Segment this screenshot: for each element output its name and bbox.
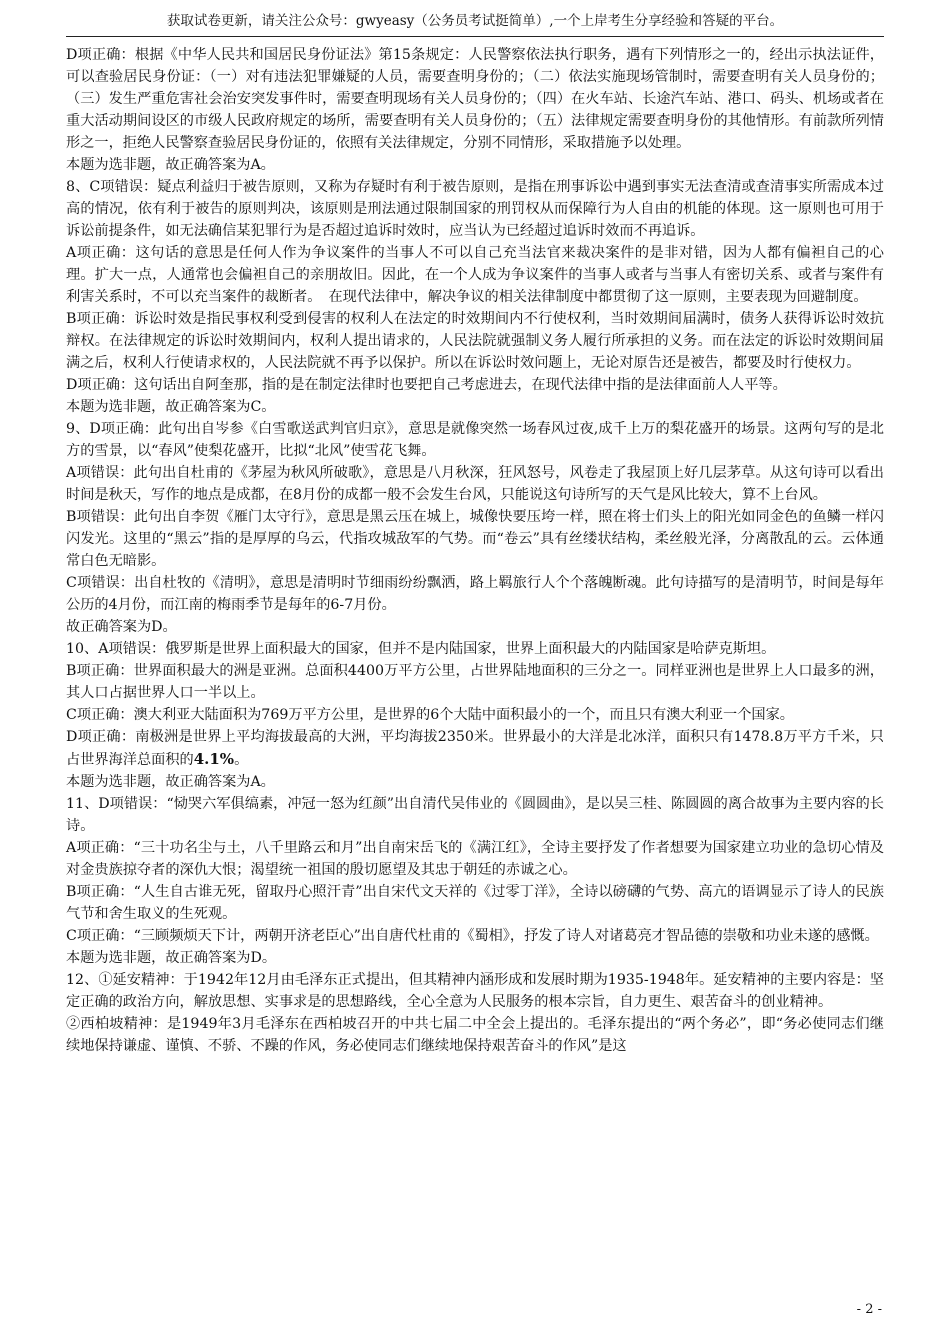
paragraph: 本题为选非题，故正确答案为A。 [66, 774, 275, 790]
paragraph: C项正确：“三顾频烦天下计，两朝开济老臣心”出自唐代杜甫的《蜀相》，抒发了诗人对诸葛亮才智品德的崇敬和功业未遂的感慨。 [66, 928, 879, 944]
paragraph: B项错误：此句出自李贺《雁门太守行》，意思是黑云压在城上，城像快要压垮一样，照在将士们头上的阳光如同金色的鱼鳞一样闪闪发光。这里的“黑云”指的是厚厚的乌云，代指攻城敌军的气势。而“卷云”具有丝缕状结构，柔丝般光泽，分离散乱的云。云体通常白色无暗影。 [66, 509, 884, 569]
page-number: - 2 - [856, 1302, 882, 1317]
paragraph: C项正确：澳大利亚大陆面积为769万平方公里，是世界的6个大陆中面积最小的一个，而且只有澳大利亚一个国家。 [66, 707, 794, 723]
paragraph: 10、A项错误：俄罗斯是世界上面积最大的国家，但并不是内陆国家，世界上面积最大的内陆国家是哈萨克斯坦。 [66, 641, 776, 657]
paragraph: 故正确答案为D。 [66, 619, 177, 635]
paragraph: D项正确：这句话出自阿奎那，指的是在制定法律时也要把自己考虑进去，在现代法律中指的是法律面前人人平等。 [66, 377, 787, 393]
paragraph: B项正确：诉讼时效是指民事权利受到侵害的权利人在法定的时效期间内不行使权利，当时效期间届满时，债务人获得诉讼时效抗辩权。在法律规定的诉讼时效期间内，权利人提出请求的，人民法院就强制义务人履行所承担的义务。而在法定的诉讼时效期间届满之后，权利人行使请求权的，人民法院就不再予以保护。所以在诉讼时效问题上，无论对原告还是被告，都要及时行使权力。 [66, 311, 884, 371]
answer-explanations [66, 44, 884, 1057]
paragraph: 12、①延安精神：于1942年12月由毛泽东正式提出，但其精神内涵形成和发展时期为1935-1948年。延安精神的主要内容是：坚定正确的政治方向，解放思想、实事求是的思想路线，全心全意为人民服务的根本宗旨，自力更生、艰苦奋斗的创业精神。 [66, 972, 884, 1010]
inline-percentage: 4.1% [193, 750, 235, 768]
paragraph: 8、C项错误：疑点利益归于被告原则，又称为存疑时有利于被告原则，是指在刑事诉讼中遇到事实无法查清或查清事实所需成本过高的情况，依有利于被告的原则判决，该原则是刑法通过限制国家的刑罚权从而保障行为人自由的机能的体现。这一原则也可用于诉讼前提条件，如无法确信某犯罪行为是否超过追诉时效时，应当认为已经超过追诉时效而不再追诉。 [66, 179, 884, 239]
paragraph: ②西柏坡精神：是1949年3月毛泽东在西柏坡召开的中共七届二中全会上提出的。毛泽东提出的“两个务必”，即“务必使同志们继续地保持谦虚、谨慎、不骄、不躁的作风，务必使同志们继续地保持艰苦奋斗的作风”是这 [66, 1016, 884, 1054]
paragraph-end-punct: 。 [234, 752, 249, 768]
paragraph: C项错误：出自杜牧的《清明》，意思是清明时节细雨纷纷飘洒，路上羁旅行人个个落魄断魂。此句诗描写的是清明节，时间是每年公历的4月份，而江南的梅雨季节是每年的6-7月份。 [66, 575, 884, 613]
paragraph: A项正确：这句话的意思是任何人作为争议案件的当事人不可以自己充当法官来裁决案件的是非对错，因为人都有偏袒自己的心理。扩大一点，人通常也会偏袒自己的亲朋故旧。因此，在一个人成为争议案件的当事人或者与当事人有密切关系、或者与案件有利害关系时，不可以充当案件的裁断者。 在现代法律中，解决争议的相关法律制度中都贯彻了这一原则，主要表现为回避制度。 [66, 245, 884, 305]
paragraph: 9、D项正确：此句出自岑参《白雪歌送武判官归京》，意思是就像突然一场春风过夜,成千上万的梨花盛开的场景。这两句写的是北方的雪景，以“春风”使梨花盛开，比拟“北风”使雪花飞舞。 [66, 421, 884, 459]
page-header: 获取试卷更新，请关注公众号：gwyeasy（公务员考试挺简单）,一个上岸考生分享经验和答疑的平台。 [166, 13, 784, 29]
paragraph: 11、D项错误：“恸哭六军俱缟素，冲冠一怒为红颜”出自清代吴伟业的《圆圆曲》，是以吴三桂、陈圆圆的离合故事为主要内容的长诗。 [66, 796, 884, 834]
paragraph: A项错误：此句出自杜甫的《茅屋为秋风所破歌》，意思是八月秋深，狂风怒号，风卷走了我屋顶上好几层茅草。从这句诗可以看出时间是秋天，写作的地点是成都，在8月份的成都一般不会发生台风，只能说这句诗所写的天气是风比较大，算不上台风。 [66, 465, 884, 503]
paragraph: 本题为选非题，故正确答案为D。 [66, 950, 277, 966]
header-rule [66, 36, 884, 37]
paragraph: 本题为选非题，故正确答案为A。 [66, 157, 275, 173]
paragraph: B项正确：“人生自古谁无死，留取丹心照汗青”出自宋代文天祥的《过零丁洋》，全诗以磅礴的气势、高亢的语调显示了诗人的民族气节和舍生取义的生死观。 [66, 884, 884, 922]
paragraph: 本题为选非题，故正确答案为C。 [66, 399, 276, 415]
paragraph-with-inline-value [66, 726, 884, 771]
paragraph-text: D项正确：南极洲是世界上平均海拔最高的大洲，平均海拔2350米。世界最小的大洋是北冰洋，面积只有1478.8万平方千米，只占世界海洋总面积的 [66, 729, 884, 768]
paragraph: A项正确：“三十功名尘与土，八千里路云和月”出自南宋岳飞的《满江红》，全诗主要抒发了作者想要为国家建立功业的急切心情及对金贵族掠夺者的深仇大恨；渴望统一祖国的殷切愿望及其忠于朝廷的赤诚之心。 [66, 840, 884, 878]
paragraph: D项正确：根据《中华人民共和国居民身份证法》第15条规定：人民警察依法执行职务，遇有下列情形之一的，经出示执法证件，可以查验居民身份证：（一）对有违法犯罪嫌疑的人员，需要查明身份的；（二）依法实施现场管制时，需要查明有关人员身份的；（三）发生严重危害社会治安突发事件时，需要查明现场有关人员身份的；（四）在火车站、长途汽车站、港口、码头、机场或者在重大活动期间设区的市级人民政府规定的场所，需要查明有关人员身份的；（五）法律规定需要查明身份的其他情形。有前款所列情形之一，拒绝人民警察查验居民身份证的，依照有关法律规定，分别不同情形，采取措施予以处理。 [66, 47, 884, 151]
paragraph: B项正确：世界面积最大的洲是亚洲。总面积4400万平方公里，占世界陆地面积的三分之一。同样亚洲也是世界上人口最多的洲，其人口占据世界人口一半以上。 [66, 663, 884, 701]
